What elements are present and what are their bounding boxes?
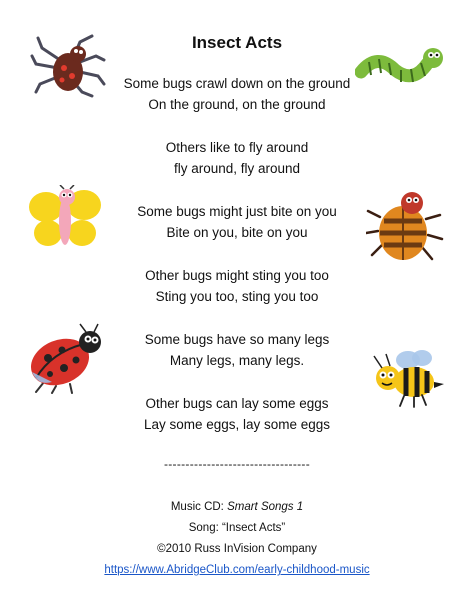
website-link[interactable]: https://www.AbridgeClub.com/early-childhood-music <box>104 564 370 576</box>
verse-line: On the ground, on the ground <box>148 97 326 112</box>
divider: ---------------------------------- <box>163 457 311 471</box>
verse-line: Some bugs might just bite on you <box>137 204 337 219</box>
music-cd-title: Smart Songs 1 <box>227 501 304 513</box>
verse-line: Other bugs might sting you too <box>145 268 329 283</box>
verse-line: Some bugs crawl down on the ground <box>123 76 351 91</box>
verse-line: Others like to fly around <box>165 140 309 155</box>
verse-line: fly around, fly around <box>173 161 301 176</box>
verse-line: Some bugs have so many legs <box>144 332 330 347</box>
ladybug-icon <box>22 322 108 394</box>
music-cd-label: Music CD: <box>170 501 228 513</box>
verse-line: Bite on you, bite on you <box>166 225 308 240</box>
spider-icon <box>30 30 108 102</box>
verse-4 <box>0 265 474 307</box>
caterpillar-icon <box>355 42 445 88</box>
copyright-line: ©2010 Russ InVision Company <box>157 543 317 555</box>
verse-line: Lay some eggs, lay some eggs <box>143 417 331 432</box>
website-line <box>0 560 474 581</box>
beetle-icon <box>366 185 444 265</box>
credits <box>0 497 474 581</box>
butterfly-icon <box>28 185 104 253</box>
verse-line: Many legs, many legs. <box>169 353 305 368</box>
song-line: Song: “Insect Acts” <box>188 522 286 534</box>
page-title: Insect Acts <box>191 33 283 52</box>
verse-line: Other bugs can lay some eggs <box>145 396 329 411</box>
bee-icon <box>364 346 446 410</box>
verse-2 <box>0 137 474 179</box>
music-cd-line <box>0 497 474 518</box>
verse-line: Sting you too, sting you too <box>155 289 319 304</box>
